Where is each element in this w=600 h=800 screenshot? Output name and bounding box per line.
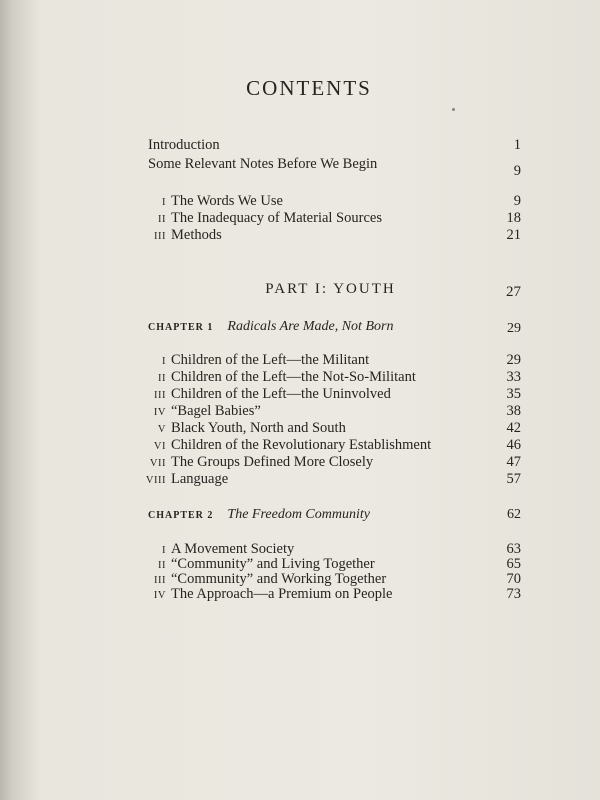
section-label: A Movement Society bbox=[171, 541, 295, 557]
section-label: The Words We Use bbox=[171, 193, 283, 209]
section-label: Children of the Left—the Not-So-Militant bbox=[171, 369, 416, 385]
section-number: III bbox=[154, 575, 166, 586]
toc-section-row bbox=[140, 454, 521, 472]
chapter-page: 29 bbox=[507, 321, 521, 336]
section-number: VIII bbox=[145, 475, 166, 486]
paper-speck bbox=[452, 108, 455, 111]
section-label: Children of the Left—the Militant bbox=[171, 352, 370, 368]
section-label: Children of the Revolutionary Establishment bbox=[171, 437, 432, 453]
page-title: CONTENTS bbox=[246, 76, 372, 100]
section-page: 9 bbox=[513, 193, 521, 209]
chapter-heading bbox=[148, 319, 521, 335]
chapter-title: Radicals Are Made, Not Born bbox=[227, 319, 394, 334]
section-label: The Inadequacy of Material Sources bbox=[171, 210, 382, 226]
section-number: III bbox=[154, 390, 166, 401]
section-number: I bbox=[162, 356, 166, 367]
section-label: Children of the Left—the Uninvolved bbox=[171, 386, 391, 402]
toc-section-row bbox=[140, 586, 521, 604]
section-page: 47 bbox=[506, 454, 521, 470]
chapter-title: The Freedom Community bbox=[227, 507, 370, 522]
section-number: II bbox=[158, 373, 166, 384]
section-page: 57 bbox=[506, 471, 521, 487]
chapter-heading bbox=[148, 507, 521, 523]
section-number: I bbox=[162, 545, 166, 556]
section-page: 63 bbox=[506, 541, 521, 557]
section-label: Language bbox=[171, 471, 229, 487]
chapter-page: 62 bbox=[507, 507, 521, 522]
section-number: I bbox=[162, 197, 166, 208]
section-number: VII bbox=[149, 458, 166, 469]
toc-section-row bbox=[140, 403, 521, 421]
section-page: 42 bbox=[506, 420, 521, 436]
section-number: IV bbox=[153, 590, 166, 601]
toc-entry-page: 9 bbox=[513, 163, 521, 179]
toc-section-row bbox=[140, 210, 521, 228]
section-label: “Bagel Babies” bbox=[171, 403, 261, 419]
section-page: 70 bbox=[506, 571, 521, 587]
section-page: 33 bbox=[506, 369, 521, 385]
section-label: The Groups Defined More Closely bbox=[171, 454, 374, 470]
section-page: 73 bbox=[506, 586, 521, 602]
toc-section-row bbox=[140, 437, 521, 455]
section-page: 65 bbox=[506, 556, 521, 572]
section-number: II bbox=[158, 560, 166, 571]
section-label: Black Youth, North and South bbox=[171, 420, 346, 436]
toc-section-row bbox=[140, 420, 521, 438]
chapter-label: CHAPTER 1 bbox=[148, 322, 214, 333]
section-number: V bbox=[157, 424, 166, 435]
section-page: 46 bbox=[506, 437, 521, 453]
part-page: 27 bbox=[506, 284, 521, 300]
section-page: 21 bbox=[506, 227, 521, 243]
section-page: 29 bbox=[506, 352, 521, 368]
toc-section-row bbox=[140, 193, 521, 211]
toc-entry-label: Some Relevant Notes Before We Begin bbox=[148, 156, 378, 172]
section-label: “Community” and Living Together bbox=[171, 556, 375, 572]
section-page: 18 bbox=[506, 210, 521, 226]
section-number: II bbox=[158, 214, 166, 225]
part-label: PART I: YOUTH bbox=[265, 281, 396, 297]
toc-section-row bbox=[140, 227, 521, 245]
toc-entry-relevant-notes bbox=[148, 156, 521, 179]
section-number: VI bbox=[153, 441, 166, 452]
toc-section-row bbox=[140, 352, 521, 370]
section-page: 38 bbox=[506, 403, 521, 419]
section-label: “Community” and Working Together bbox=[171, 571, 387, 587]
section-label: The Approach—a Premium on People bbox=[171, 586, 393, 602]
toc-section-row bbox=[140, 471, 521, 489]
section-number: III bbox=[154, 231, 166, 242]
section-number: IV bbox=[153, 407, 166, 418]
toc-entry-introduction bbox=[148, 137, 521, 154]
section-page: 35 bbox=[506, 386, 521, 402]
part-heading bbox=[140, 281, 521, 298]
chapter-label: CHAPTER 2 bbox=[148, 510, 214, 521]
toc-entry-label: Introduction bbox=[148, 137, 220, 153]
section-label: Methods bbox=[171, 227, 222, 243]
toc-section-row bbox=[140, 369, 521, 387]
toc-section-row bbox=[140, 386, 521, 404]
toc-entry-page: 1 bbox=[513, 137, 521, 153]
